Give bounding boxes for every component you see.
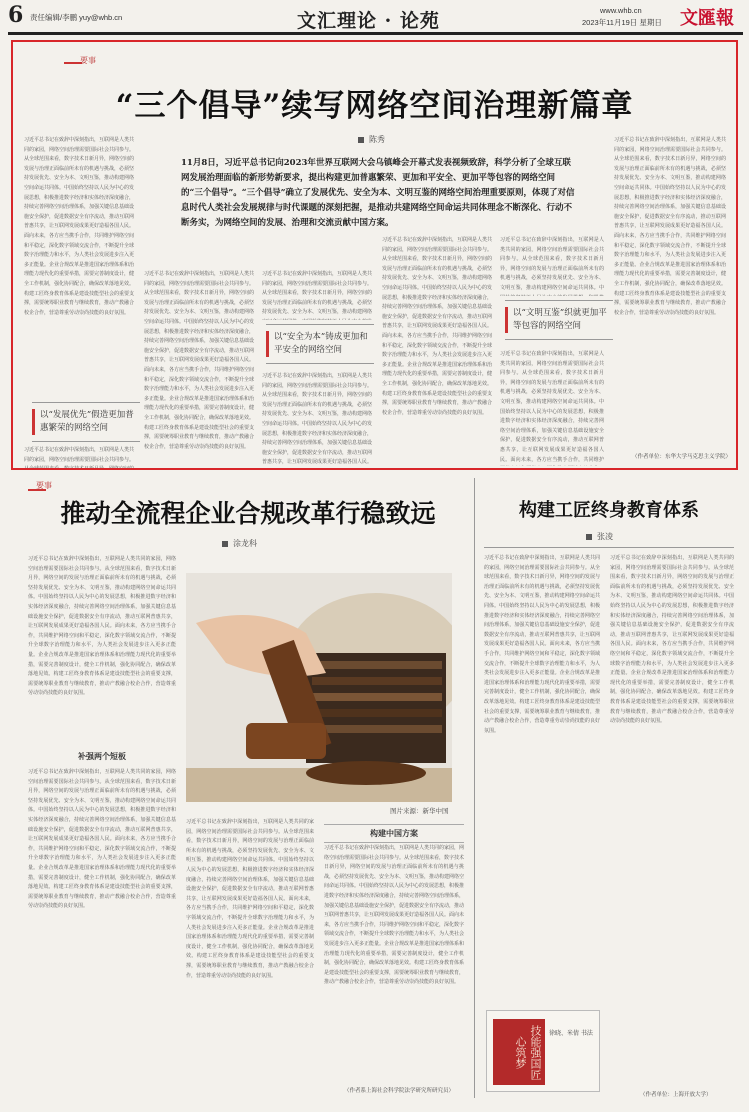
article3-title: 构建工匠终身教育体系 bbox=[519, 500, 699, 521]
newspaper-logo: 文匯報 bbox=[680, 8, 734, 29]
article2-title: 推动全流程企业合规改革行稳致远 bbox=[60, 499, 436, 528]
article1-col5: 习近平总书记在致辞中深刻指出，互联网是人类共同的家园，网络空间治理需要国际社会共同参与。从全球范围来看，数字技术日新月异，网络空间的发展与治理正面临前所未有的机遇与挑战，必须坚持发展优先、安全为本、文明互鉴，推动构建网络空间命运共同体。中 bbox=[500, 237, 604, 291]
quote2-text: 以“安全为本”铸成更加和平安全的网络空间 bbox=[274, 332, 368, 355]
quote-bar bbox=[32, 409, 35, 435]
article2-author: 涂龙科 bbox=[233, 539, 257, 548]
article1-tag: 要事 bbox=[80, 56, 96, 65]
photo-caption: 图片来源：新华中国 bbox=[390, 807, 449, 815]
article3-author: 张凌 bbox=[597, 532, 613, 541]
article2-tag: 要事 bbox=[36, 481, 52, 490]
section-title: 文汇理论 · 论苑 bbox=[297, 10, 440, 32]
article2-col3: 习近平总书记在致辞中深刻指出，互联网是人类共同的家园，网络空间治理需要国际社会共同参与。从全球范围来看，数字技术日新月异，网络空间的发展与治理正面临前所未有的机遇与挑战，必须坚持发展优先、安全为本、文明互鉴，推动构建网络空间命运共同体。中国始终坚持以人民为中心的发展思想，积极推进数字经济和实体经济深度融合，持续完善网络空间治理体系，加强关键信息基础设施安全保护，促进数据安全有序流动，推动互联网普惠共享，让互联网发展成果更好造福各国人民。面向未来，各方应当携手合作，共同维护网络空间和平稳定，深化数字领域交流合作，不断提升全球数字治理能力和水平，为人类社会发展进步注入更多正能量。企业合规改革是推进国家治理体系和治理能力现代化的重要举措，需要完善制度设计，健全工作机制，强化协同配合，确保改革落地见效。构建工匠终身教育体系是建设技能型社会的重要支撑，需要统筹职业教育与继续教育，推动产教融合校企合作，营造尊重劳动崇尚技能的良好氛围。 bbox=[324, 845, 464, 986]
article2-col2: 习近平总书记在致辞中深刻指出，互联网是人类共同的家园，网络空间治理需要国际社会共同参与。从全球范围来看，数字技术日新月异，网络空间的发展与治理正面临前所未有的机遇与挑战，必须坚持发展优先、安全为本、文明互鉴，推动构建网络空间命运共同体。中国始终坚持以人民为中心的发展思想，积极推进数字经济和实体经济深度融合，持续完善网络空间治理体系，加强关键信息基础设施安全保护，促进数据安全有序流动，推动互联网普惠共享，让互联网发展成果更好造福各国人民。面向未来，各方应当携手合作，共同维护网络空间和平稳定，深化数字领域交流合作，不断提升全球数字治理能力和水平，为人类社会发展进步注入更多正能量。企业合规改革是推进国家治理体系和治理能力现代化的重要举措，需要完善制度设计，健全工作机制，强化协同配合，确保改革落地见效。构建工匠终身教育体系是建设技能型社会的重要支撑，需要统筹职业教育与继续教育，推动产教融合校企合作，营造尊重劳动崇尚技能的良好氛围。 bbox=[186, 819, 314, 979]
article3-footer: （作者单位：上海开放大学） bbox=[640, 1092, 712, 1098]
article1-col2: 习近平总书记在致辞中深刻指出，互联网是人类共同的家园，网络空间治理需要国际社会共同参与。从全球范围来看，数字技术日新月异，网络空间的发展与治理正面临前所未有的机遇与挑战，必须坚持发展优先、安全为本、文明互鉴，推动构建网络空间命运共同体。中国始终坚持以人民为中心的发展思想，积极推进数字经济和实体经济深度融合，持续完善网络空间治理体系，加强关键信息基础设施安全保护，促进数据安全有序流动，推动互联网普惠共享，让互联网发展成果更好造福各国人民。面向未来，各方应当携手合作，共同维护网络空间和平稳定，深化数字领域交流合作，不断提升全球数字治理能力和水平，为人类社会发展进步注入更多正能量。企业合规改革是推进国家治理体系和治理能力现代化的重要举措，需要完善制度设计，健全工作机制，强化协同配合，确保改革落地见效。构建工匠终身教育体系是建设技能型社会的重要支撑，需要统筹职业教育与继续教育，推动产教融合校企合作，营造尊重劳动崇尚技能的良好氛围。 bbox=[144, 271, 254, 450]
article1-quote1 bbox=[32, 402, 140, 442]
issue-date: 2023年11月19日 星期日 bbox=[582, 18, 662, 27]
seal-caption: 徐晓、米倩 书法 bbox=[549, 1030, 593, 1037]
article1-col6: 习近平总书记在致辞中深刻指出，互联网是人类共同的家园，网络空间治理需要国际社会共同参与。从全球范围来看，数字技术日新月异，网络空间的发展与治理正面临前所未有的机遇与挑战，必须坚持发展优先、安全为本、文明互鉴，推动构建网络空间命运共同体。中国始终坚持以人民为中心的发展思想，积极推进数字经济和实体经济深度融合，持续完善网络空间治理体系，加强关键信息基础设施安全保护，促进数据安全有序流动，推动互联网普惠共享，让互联网发展成果更好造福各国人民。面向未来，各方应当携手合作，共同维护网络空间和平稳定，深化数字领域交流合作，不断提升全球数字治理能力和水平，为人类社会发展进步注入更多正能量。企业合规改革是推进国家治理体系和治理能力现代化的重要举措，需要完善制度设计，健全工作机制，强化协同配合，确保改革落地见效。构建工匠终身教育体系是建设技能型社会的重要支撑，需要统筹职业教育与继续教育，推动产教融合校企合作，营造尊重劳动崇尚技能的良好氛围。 bbox=[614, 137, 726, 316]
article1-byline bbox=[358, 134, 385, 145]
article1-footer: （作者单位：东华大学马克思主义学院） bbox=[632, 454, 732, 460]
byline-square-icon bbox=[222, 541, 228, 547]
article1-title: “三个倡导”续写网络空间治理新篇章 bbox=[115, 88, 634, 124]
article2-photo bbox=[186, 573, 452, 802]
article1-quote3 bbox=[505, 300, 613, 340]
article2-subhead1: 补强两个短板 bbox=[78, 751, 126, 761]
page-number: 6 bbox=[8, 2, 24, 28]
article2-subhead2: 构建中国方案 bbox=[324, 824, 464, 843]
article2-col1b: 习近平总书记在致辞中深刻指出，互联网是人类共同的家园，网络空间治理需要国际社会共同参与。从全球范围来看，数字技术日新月异，网络空间的发展与治理正面临前所未有的机遇与挑战，必须坚持发展优先、安全为本、文明互鉴，推动构建网络空间命运共同体。中国始终坚持以人民为中心的发展思想，积极推进数字经济和实体经济深度融合，持续完善网络空间治理体系，加强关键信息基础设施安全保护，促进数据安全有序流动，推动互联网普惠共享，让互联网发展成果更好造福各国人民。面向未来，各方应当携手合作，共同维护网络空间和平稳定，深化数字领域交流合作，不断提升全球数字治理能力和水平，为人类社会发展进步注入更多正能量。企业合规改革是推进国家治理体系和治理能力现代化的重要举措，需要完善制度设计，健全工作机制，强化协同配合，确保改革落地见效。构建工匠终身教育体系是建设技能型社会的重要支撑，需要统筹职业教育与继续教育，推动产教融合校企合作，营造尊重劳动崇尚技能的良好氛围。 bbox=[28, 769, 176, 910]
article1-col1: 习近平总书记在致辞中深刻指出，互联网是人类共同的家园，网络空间治理需要国际社会共同参与。从全球范围来看，数字技术日新月异，网络空间的发展与治理正面临前所未有的机遇与挑战，必须坚持发展优先、安全为本、文明互鉴，推动构建网络空间命运共同体。中国始终坚持以人民为中心的发展思想，积极推进数字经济和实体经济深度融合，持续完善网络空间治理体系，加强关键信息基础设施安全保护，促进数据安全有序流动，推动互联网普惠共享，让互联网发展成果更好造福各国人民。面向未来，各方应当携手合作，共同维护网络空间和平稳定，深化数字领域交流合作，不断提升全球数字治理能力和水平，为人类社会发展进步注入更多正能量。企业合规改革是推进国家治理体系和治理能力现代化的重要举措，需要完善制度设计，健全工作机制，强化协同配合，确保改革落地见效。构建工匠终身教育体系是建设技能型社会的重要支撑，需要统筹职业教育与继续教育，推动产教融合校企合作，营造尊重劳动崇尚技能的良好氛围。 bbox=[24, 137, 134, 316]
article2-byline bbox=[222, 538, 257, 549]
article1-quote2 bbox=[266, 324, 374, 364]
website: www.whb.cn bbox=[600, 6, 642, 15]
page-header bbox=[0, 0, 749, 44]
article1-col5b: 习近平总书记在致辞中深刻指出，互联网是人类共同的家园，网络空间治理需要国际社会共同参与。从全球范围来看，数字技术日新月异，网络空间的发展与治理正面临前所未有的机遇与挑战，必须坚持发展优先、安全为本、文明互鉴，推动构建网络空间命运共同体。中国始终坚持以人民为中心的发展思想，积极推进数字经济和实体经济深度融合，持续完善网络空间治理体系，加强关键信息基础设施安全保护，促进数据安全有序流动，推动互联网普惠共享，让互联网发展成果更好造福各国人民。面向未来，各方应当携手合作，共同维护 bbox=[500, 351, 604, 463]
quote-bar bbox=[266, 331, 269, 357]
byline-square-icon bbox=[586, 534, 592, 540]
article1-col3: 习近平总书记在致辞中深刻指出，互联网是人类共同的家园，网络空间治理需要国际社会共同参与。从全球范围来看，数字技术日新月异，网络空间的发展与治理正面临前所未有的机遇与挑战，必须坚持发展优先、安全为本、文明互鉴，推动构建网络 bbox=[262, 271, 372, 316]
article2-footer: （作者系上海社会科学院法学研究所研究员） bbox=[344, 1088, 455, 1094]
article3-col2: 习近平总书记在致辞中深刻指出，互联网是人类共同的家园，网络空间治理需要国际社会共同参与。从全球范围来看，数字技术日新月异，网络空间的发展与治理正面临前所未有的机遇与挑战，必须坚持发展优先、安全为本、文明互鉴，推动构建网络空间命运共同体。中国始终坚持以人民为中心的发展思想，积极推进数字经济和实体经济深度融合，持续完善网络空间治理体系，加强关键信息基础设施安全保护，促进数据安全有序流动，推动互联网普惠共享，让互联网发展成果更好造福各国人民。面向未来，各方应当携手合作，共同维护网络空间和平稳定，深化数字领域交流合作，不断提升全球数字治理能力和水平，为人类社会发展进步注入更多正能量。企业合规改革是推进国家治理体系和治理能力现代化的重要举措，需要完善制度设计，健全工作机制，强化协同配合，确保改革落地见效。构建工匠终身教育体系是建设技能型社会的重要支撑，需要统筹职业教育与继续教育，推动产教融合校企合作，营造尊重劳动崇尚技能的良好氛围。 bbox=[610, 555, 734, 725]
header-rule bbox=[8, 32, 743, 35]
article2-col1: 习近平总书记在致辞中深刻指出，互联网是人类共同的家园，网络空间治理需要国际社会共同参与。从全球范围来看，数字技术日新月异，网络空间的发展与治理正面临前所未有的机遇与挑战，必须坚持发展优先、安全为本、文明互鉴，推动构建网络空间命运共同体。中国始终坚持以人民为中心的发展思想，积极推进数字经济和实体经济深度融合，持续完善网络空间治理体系，加强关键信息基础设施安全保护，促进数据安全有序流动，推动互联网普惠共享，让互联网发展成果更好造福各国人民。面向未来，各方应当携手合作，共同维护网络空间和平稳定，深化数字领域交流合作，不断提升全球数字治理能力和水平，为人类社会发展进步注入更多正能量。企业合规改革是推进国家治理体系和治理能力现代化的重要举措，需要完善制度设计，健全工作机制，强化协同配合，确保改革落地见效。构建工匠终身教育体系是建设技能型社会的重要支撑，需要统筹职业教育与继续教育，推动产教融合校企合作，营造尊重劳动崇尚技能的良好氛围。 bbox=[28, 556, 176, 697]
editor-info: 责任编辑/李鹏 yuy@whb.cn bbox=[30, 13, 123, 22]
article3-byline bbox=[586, 531, 613, 542]
article1-col1b: 习近平总书记在致辞中深刻指出，互联网是人类共同的家园，网络空间治理需要国际社会共同参与。 bbox=[24, 447, 134, 463]
seal-box bbox=[486, 1010, 600, 1092]
quote3-text: 以“文明互鉴”织就更加平等包容的网络空间 bbox=[513, 308, 607, 331]
column-divider bbox=[474, 478, 475, 1098]
article1-lead: 11月8日，习近平总书记向2023年世界互联网大会乌镇峰会开幕式发表视频致辞，科学分析了全球互联网发展治理面临的新形势新要求，提出构建更加普惠繁荣、更加和平安全、更加平等包容的网络空间的“三个倡导”。“三个倡导”确立了发展优先、安全为本、文明互鉴的网络空间治理重要原则，体现了对信息时代人类社会发展规律与时代课题的深刻把握，是推动共建网络空间命运共同体理念不断深化、行动不断务实，为网络空间的发展、治理和交流贡献中国方案。 bbox=[181, 158, 575, 228]
quote1-text: 以“发展优先”假造更加普惠繁荣的网络空间 bbox=[40, 410, 134, 433]
article1-col3b: 习近平总书记在致辞中深刻指出，互联网是人类共同的家园，网络空间治理需要国际社会共同参与。从全球范围来看，数字技术日新月异，网络空间的发展与治理正面临前所未有的机遇与挑战，必须坚持发展优先、安全为本、文明互鉴，推动构建网络空间命运共同体。中国始终坚持以人民为中心的发展思想，积极推进数字经济和实体经济深度融合，持续完善网络空间治理体系，加强关键信息基础设施安全保护，促进数据安全有序流动，推动互联网普惠共享，让互联网发展成果更好造福各国人民。 bbox=[262, 373, 372, 466]
article3-col1: 习近平总书记在致辞中深刻指出，互联网是人类共同的家园，网络空间治理需要国际社会共同参与。从全球范围来看，数字技术日新月异，网络空间的发展与治理正面临前所未有的机遇与挑战，必须坚持发展优先、安全为本、文明互鉴，推动构建网络空间命运共同体。中国始终坚持以人民为中心的发展思想，积极推进数字经济和实体经济深度融合，持续完善网络空间治理体系，加强关键信息基础设施安全保护，促进数据安全有序流动，推动互联网普惠共享，让互联网发展成果更好造福各国人民。面向未来，各方应当携手合作，共同维护网络空间和平稳定，深化数字领域交流合作，不断提升全球数字治理能力和水平，为人类社会发展进步注入更多正能量。企业合规改革是推进国家治理体系和治理能力现代化的重要举措，需要完善制度设计，健全工作机制，强化协同配合，确保改革落地见效。构建工匠终身教育体系是建设技能型社会的重要支撑，需要统筹职业教育与继续教育，推动产教融合校企合作，营造尊重劳动崇尚技能的良好氛围。 bbox=[484, 555, 600, 734]
books-shape bbox=[306, 653, 446, 763]
title-rule bbox=[484, 547, 734, 548]
byline-square-icon bbox=[358, 137, 364, 143]
article1-author: 陈秀 bbox=[369, 135, 385, 144]
quote-bar bbox=[505, 307, 508, 333]
seal-stamp: 技能强国匠心筑梦 bbox=[493, 1019, 545, 1085]
article1-col4: 习近平总书记在致辞中深刻指出，互联网是人类共同的家园，网络空间治理需要国际社会共同参与。从全球范围来看，数字技术日新月异，网络空间的发展与治理正面临前所未有的机遇与挑战，必须坚持发展优先、安全为本、文明互鉴，推动构建网络空间命运共同体。中国始终坚持以人民为中心的发展思想，积极推进数字经济和实体经济深度融合，持续完善网络空间治理体系，加强关键信息基础设施安全保护，促进数据安全有序流动，推动互联网普惠共享，让互联网发展成果更好造福各国人民。面向未来，各方应当携手合作，共同维护网络空间和平稳定，深化数字领域交流合作，不断提升全球数字治理能力和水平，为人类社会发展进步注入更多正能量。企业合规改革是推进国家治理体系和治理能力现代化的重要举措，需要完善制度设计，健全工作机制，强化协同配合，确保改革落地见效。构建工匠终身教育体系是建设技能型社会的重要支撑，需要统筹职业教育与继续教育，推动产教融合校企合作，营造尊重劳动崇尚技能的良好氛围。 bbox=[382, 237, 492, 416]
gavel-head bbox=[246, 723, 326, 759]
